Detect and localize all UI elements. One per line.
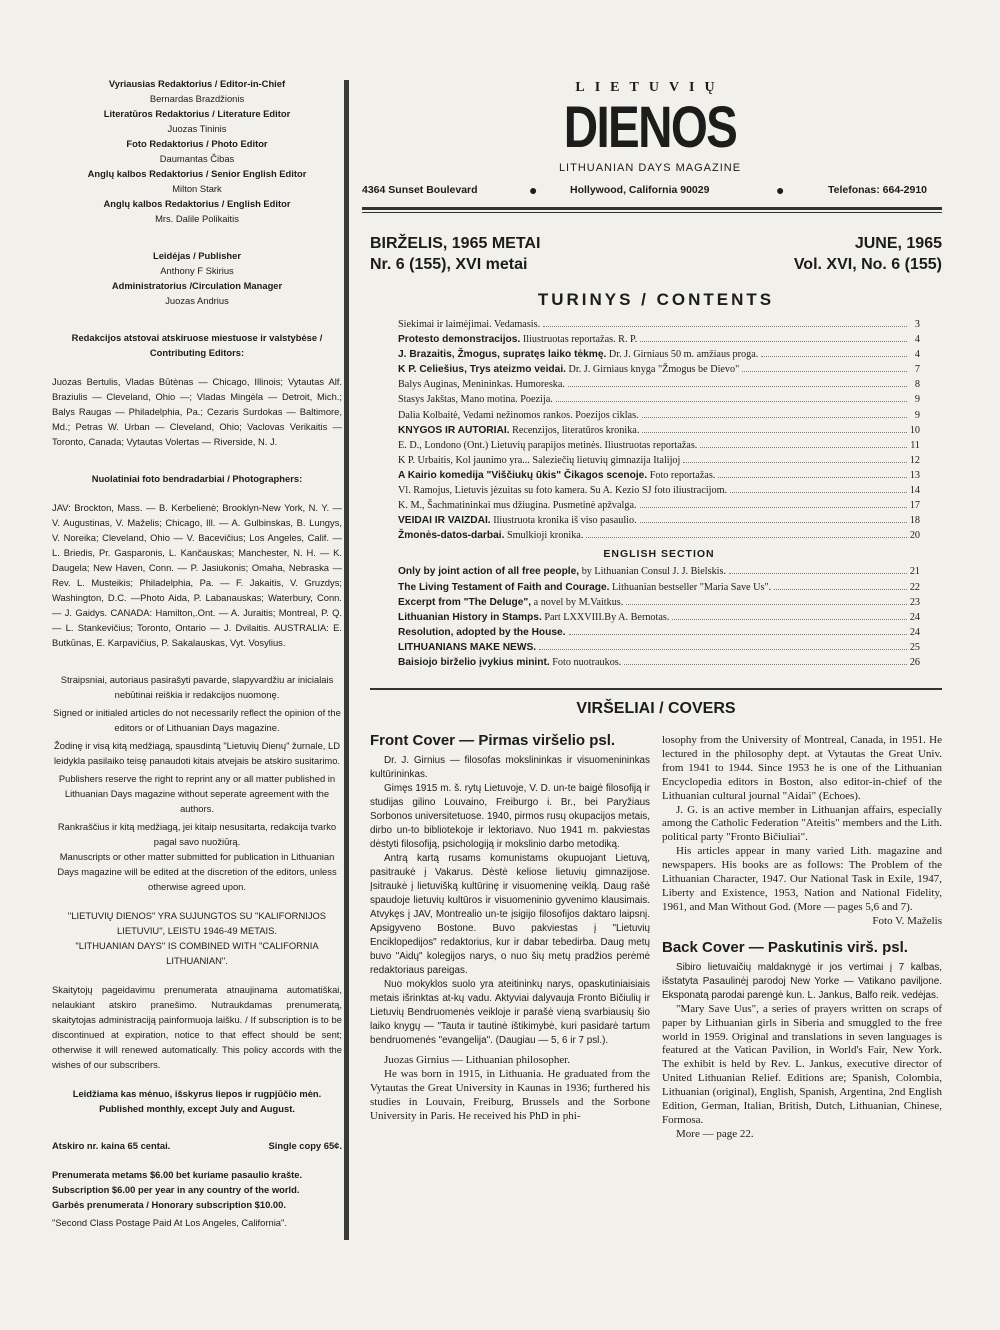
note: Publishers reserve the right to reprint any or all matter published in Lithuanian Days magazine without seperate agreement with the authors.: [58, 773, 336, 814]
publisher-name: Juozas Andrius: [165, 295, 229, 306]
masthead-subtitle: LITHUANIAN DAYS MAGAZINE: [558, 162, 742, 174]
photo-credit: Foto V. Maželis: [872, 914, 942, 927]
toc-entry-en[interactable]: Excerpt from "The Deluge", a novel by M.Vaitkus. 23: [398, 596, 920, 608]
note: Signed or initialed articles do not necessarily reflect the opinion of the editors or of Lithuanian Days magazine.: [53, 707, 341, 733]
english-section-heading: ENGLISH SECTION: [603, 548, 715, 561]
covers-title: VIRŠELIAI / COVERS: [576, 700, 736, 717]
staff-name: Milton Stark: [172, 183, 222, 194]
issue-lt: [370, 233, 540, 275]
masthead-top: LIETUVIŲ: [575, 80, 725, 95]
staff-role: Foto Redaktorius / Photo Editor: [126, 138, 268, 149]
publisher-name: Anthony F Skirius: [160, 265, 234, 276]
back-cover-text-en: "Mary Save Uus", a series of prayers written on scraps of paper by Lithuanian girls in Siberia and smuggled to the free world in 1959. Original and translations in seven languages is featured at the Vatican Pavilion, in World's Fair, New York. The exhibit is held by Rev. L. Jankus, executive director of United Lithuanian Relief. Editions are; Spanish, Colombia, Lithuanian (original), English, Spanish, Argentina, 2nd English Edition, German, Italian, British, Dutch, Lithuanian, Chinese, Formosa.: [662, 1002, 942, 1126]
monthly-en: Published monthly, except July and August.: [99, 1103, 295, 1114]
masthead-rule-thin: [362, 212, 942, 213]
single-copy-row: [52, 1138, 342, 1153]
toc-entry[interactable]: Vl. Ramojus, Lietuvis jėzuitas su foto kamera. Su A. Kezio SJ foto iliustracijom. 14: [398, 485, 920, 497]
back-cover-heading: Back Cover — Paskutinis virš. psl.: [662, 938, 908, 956]
toc-entry-en[interactable]: Baisiojo birželio įvykius minint. Foto nuotraukos. 26: [398, 656, 920, 668]
toc-entry[interactable]: K. M., Šachmatininkai mus džiugina. Pusmetinė apžvalga. 17: [398, 500, 920, 512]
column-divider: [344, 80, 349, 1240]
contributing-heading: Redakcijos atstovai atskiruose miestuose ir valstybėse / Contributing Editors:: [71, 332, 323, 358]
address: 4364 Sunset Boulevard: [362, 184, 478, 196]
front-cover-text: Gimęs 1915 m. š. rytų Lietuvoje, V. D. un-te baigė filosofiją ir studijas gilino Louvaino, Freiburgo i. Br., bei Paryžiaus Sorbonos universitetuose. 1940, pirmos rusų okupacijos metais, dirbo un-to bibliotekoje ir lektoriavo. Nuo 1941 m. pakviestas dėstyti filosofiją, psichologiją ir mokslinio darbo metodiką.: [370, 783, 650, 850]
toc-entry[interactable]: K P. Urbaitis, Kol jaunimo yra... Saleziečių lietuvių gimnazija Italijoj 12: [398, 454, 920, 466]
subscription-lt: Skaitytojų pageidavimu prenumerata atnaujinama automatiškai, nelaukiant atskiro pranešimo. Nutraukdamas prenumeratą, skaitytojas administraciją painformuoja laišku.: [52, 984, 342, 1025]
staff-column: [52, 76, 342, 1230]
staff-name: Juozas Tininis: [167, 123, 227, 134]
issue-en-date: JUNE, 1965: [854, 235, 942, 252]
address-row: [362, 184, 942, 200]
toc-entry-en[interactable]: The Living Testament of Faith and Courage. Lithuanian bestseller "Maria Save Us". 22: [398, 581, 920, 593]
toc-entry[interactable]: K P. Celiešius, Trys ateizmo veidai. Dr. J. Girniaus knyga "Žmogus be Dievo" 7: [398, 364, 920, 376]
issue-lt-date: BIRŽELIS, 1965 METAI: [370, 235, 541, 252]
covers-rule: [370, 688, 942, 690]
issue-lt-number: Nr. 6 (155), XVI metai: [370, 256, 528, 273]
toc-entry[interactable]: Protesto demonstracijos. Iliustruotas reportažas. R. P. 4: [398, 334, 920, 346]
issue-en-number: Vol. XVI, No. 6 (155): [793, 256, 942, 273]
front-cover-text: Nuo mokyklos suolo yra ateitininkų narys, opaskutiniaisiais metais išrinktas at-kų vadu. Aktyviai dalyvauja Fronto Bičiulių ir Lietuvių Bendruomenės veikloje ir parašė vieną svarbiausių šio laiko knygų — "Tauta ir tautinė ištikimybė, kuri pasidarė tartum bendruomenės "evangelija". (Daugiau — 5, 6 ir 7 psl.).: [370, 979, 650, 1046]
toc-entry[interactable]: VEIDAI IR VAIZDAI. Iliustruota kronika iš viso pasaulio. 18: [398, 515, 920, 527]
front-cover-continued: His articles appear in many varied Lith. magazine and newspapers. His books are as follows: The Problem of the Lithuanian Character, 1947. Our National Task in Exile, 1947, Liberty and Existence, 1953, Nation and National Fidelity, 1961, and Man Without God. (More — pages 5,6 and 7).: [662, 845, 942, 913]
toc-entry[interactable]: E. D., Londono (Ont.) Lietuvių parapijos metinės. Iliustruotas reportažas. 11: [398, 439, 920, 451]
toc-entry[interactable]: A Kairio komedija "Viščiukų ūkis" Čikagos scenoje. Foto reportažas. 13: [398, 469, 920, 481]
note: Manuscripts or other matter submitted for publication in Lithuanian Days magazine will be edited at the discretion of the editors, unless otherwise agreed upon.: [57, 851, 337, 892]
subscription-en: / If subscription is to be discontinued at expiration, notice to that effect should be sent; otherwise it will renewed automatically. This policy accords with the wishes of our subscribers.: [52, 1014, 342, 1070]
front-cover-column: [370, 730, 650, 1124]
city: Hollywood, California 90029: [570, 184, 710, 196]
contents-title: TURINYS / CONTENTS: [537, 290, 775, 309]
toc-entry[interactable]: KNYGOS IR AUTORIAI. Recenzijos, literatūros kronika. 10: [398, 424, 920, 436]
toc-entry-en[interactable]: Resolution, adopted by the House. 24: [398, 626, 920, 638]
toc-entry-en[interactable]: LITHUANIANS MAKE NEWS. 25: [398, 641, 920, 653]
more-link: More — page 22.: [676, 1127, 754, 1140]
toc-entry-en[interactable]: Only by joint action of all free people, by Lithuanian Consul J. J. Bielskis. 21: [398, 566, 920, 578]
bullet-icon: ●: [776, 182, 785, 198]
front-cover-continued: losophy from the University of Montreal, Canada, in 1951. He lectured in the philosophy dept. at Vytautas the Great Univ. from 1941 to 1944. Since 1953 he is one of the Lithuanian Encyclopedia editors in Boston, also editor-in-chief of the Lithuanian cultural journal "Aidai" (Echoes).: [662, 734, 942, 802]
staff-name: Mrs. Dalile Polikaitis: [155, 213, 239, 224]
toc-entry[interactable]: Žmonės-datos-darbai. Smulkioji kronika. 20: [398, 530, 920, 542]
table-of-contents: [398, 317, 920, 670]
staff-role: Anglų kalbos Redaktorius / English Editor: [103, 198, 291, 209]
masthead-rule: [362, 207, 942, 210]
staff-name: Bernardas Brazdžionis: [149, 93, 245, 104]
back-cover-text: Sibiro lietuvaičių maldaknygė ir jos vertimai į 7 kalbas, išstatyta Pasaulinėj parodoj New Yorke — Vatikano paviljone. Eksponatą parodai parengė kun. L. Jankus, Balfo reik. vedėjas.: [662, 961, 942, 1001]
postage-note: "Second Class Postage Paid At Los Angeles, California".: [52, 1217, 287, 1228]
price-line: Prenumerata metams $6.00 bet kuriame pasaulio krašte.: [52, 1169, 303, 1180]
single-copy-en: Single copy 65¢.: [268, 1140, 342, 1151]
toc-entry[interactable]: Balys Auginas, Menininkas. Humoreska. 8: [398, 379, 920, 391]
toc-entry[interactable]: Siekimai ir laimėjimai. Vedamasis. 3: [398, 319, 920, 330]
single-copy-lt: Atskiro nr. kaina 65 centai.: [52, 1140, 171, 1151]
note: Žodinę ir visą kitą medžiagą, spausdintą "Lietuvių Dienų" žurnale, LD leidykla pasilaiko teisę panaudoti kitais atvejais be atskiro susitarimo.: [53, 740, 341, 766]
note: Straipsniai, autoriaus pasirašyti pavarde, slapyvardžiu ar inicialais nebūtinai reiškia ir redakcijos nuomonę.: [60, 674, 334, 700]
front-cover-heading: Front Cover — Pirmas viršelio psl.: [370, 732, 616, 749]
staff-role: Anglų kalbos Redaktorius / Senior English Editor: [87, 168, 307, 179]
toc-entry[interactable]: Stasys Jakštas, Mano motina. Poezija. 9: [398, 394, 920, 406]
front-cover-text-en: Juozas Girnius — Lithuanian philosopher.: [384, 1054, 571, 1066]
masthead-title: DIENOS: [563, 95, 737, 160]
publisher-role: Administratorius /Circulation Manager: [111, 280, 283, 291]
staff-role: Literatūros Redaktorius / Literature Editor: [103, 108, 291, 119]
price-line: Garbės prenumerata / Honorary subscription $10.00.: [52, 1199, 286, 1210]
contributing-editors: Juozas Bertulis, Vladas Būtėnas — Chicago, Illinois; Vytautas Alf. Braziulis — Cleveland, Ohio —; Vladas Mingėla — Detroit, Mich.; Balys Raugas — Philadelphia, Pa.; Cezaris Surdokas — Baltimore, Md.; Petras W. Urban — Cleveland, Ohio; Vaclovas Verikaitis — Toronto, Canada; Vytautas Volertas — Riverside, N. J.: [52, 376, 342, 447]
subscription-note: [52, 982, 342, 1072]
front-cover-text-en: He was born in 1915, in Lithuania. He graduated from the Vytautas the Great University in Kaunas in 1936; furthered his studies in Louvain, Freiburg, Brussels and the Sorbone University in Paris. He received his PhD in phi-: [370, 1067, 650, 1122]
bullet-icon: ●: [529, 182, 538, 198]
publisher-role: Leidėjas / Publisher: [152, 250, 242, 261]
note: Rankraščius ir kitą medžiagą, jei kitaip nesusitarta, redakcija tvarko pagal savo nuožiūrą.: [57, 821, 337, 847]
merger-note-en: "LITHUANIAN DAYS" IS COMBINED WITH "CALIFORNIA LITHUANIAN".: [75, 940, 319, 966]
merger-note-lt: "LIETUVIŲ DIENOS" YRA SUJUNGTOS SU "KALIFORNIJOS LIETUVIU", LEISTU 1946-49 METAIS.: [67, 910, 327, 936]
photographers-list: JAV: Brockton, Mass. — B. Kerbelienė; Brooklyn-New York, N. Y. — V. Augustinas, V. Maželis; Chicago, Ill. — A. Gulbinskas, B. Lungys, V. Noreika; Cleveland, Ohio — V. Bacevičius; Los Angeles, Calif. — L. Briedis, Pr. Gasparonis, L. Kančauskas; Manchester, N. H. — K. Daugela; New Haven, Conn. — P. Jasiukonis; Omaha, Nebraska — Rev. L. Musteikis; Philadelphia, Pa. — F. Jakaitis, V. Gruzdys; Washington, D.C. —Photo Aida, P. Labanauskas; Waterbury, Conn. — J. Gaidys. CANADA: Hamilton,.Ont. — A. Juraitis; Montreal, P. Q. — L. Stankevičius; Toronto, Ontario — J. Dvilaitis. AUSTRALIA: E. Butkūnas, E. Karpavičius, P. Sakalauskas, Vyt. Vosylius.: [52, 502, 342, 648]
issue-en: [720, 233, 942, 275]
staff-name: Daumantas Čibas: [159, 153, 235, 164]
toc-entry[interactable]: J. Brazaitis, Žmogus, supratęs laiko tėkmę. Dr. J. Girniaus 50 m. amžiaus proga. 4: [398, 349, 920, 361]
toc-entry-en[interactable]: Lithuanian History in Stamps. Part LXXVIII.By A. Bernotas. 24: [398, 611, 920, 623]
staff-role: Vyriausias Redaktorius / Editor-in-Chief: [108, 78, 286, 89]
right-column: [662, 734, 942, 1142]
monthly-lt: Leidžiama kas mėnuo, išskyrus liepos ir rugpjūčio mėn.: [72, 1088, 322, 1099]
phone: Telefonas: 664-2910: [828, 184, 928, 196]
front-cover-text: Dr. J. Girnius — filosofas mokslininkas ir visuomenininkas kultūrininkas.: [370, 755, 650, 780]
front-cover-text: Antrą kartą rusams komunistams okupuojant Lietuvą, pasitraukė į Vakarus. Dėstė keliose lietuvių gimnazijose. Įsitraukė į lietuvišką kultūrinę ir visuomeninę veiklą. Daug rašė spaudoje lietuvių kultūros ir visuomeninio gyvenimo klausimais. Atvykęs į JAV, Montrealio un-te įsigijo filosofijos daktaro laipsnį. Apsigyveno Bostone. Buvo pakviestas į "Lietuvių Enciklopedijos" redaktorius, kur ir dabar tebedirba. Daug metų buvo "Aidų" kolegijos narys, o nuo šių metų pradžios perėmė redaktoriaus pareigas.: [370, 853, 650, 976]
toc-entry[interactable]: Dalia Kolbaitė, Vedami nežinomos rankos. Poezijos ciklas. 9: [398, 409, 920, 421]
front-cover-continued: J. G. is an active member in Lithuanjan affairs, especially among the Catholic Federation "Ateitis" members and the Lith. political party "Fronto Bičiuliai".: [662, 803, 942, 844]
price-line: Subscription $6.00 per year in any country of the world.: [52, 1184, 300, 1195]
photographers-heading: Nuolatiniai foto bendradarbiai / Photographers:: [91, 473, 303, 484]
